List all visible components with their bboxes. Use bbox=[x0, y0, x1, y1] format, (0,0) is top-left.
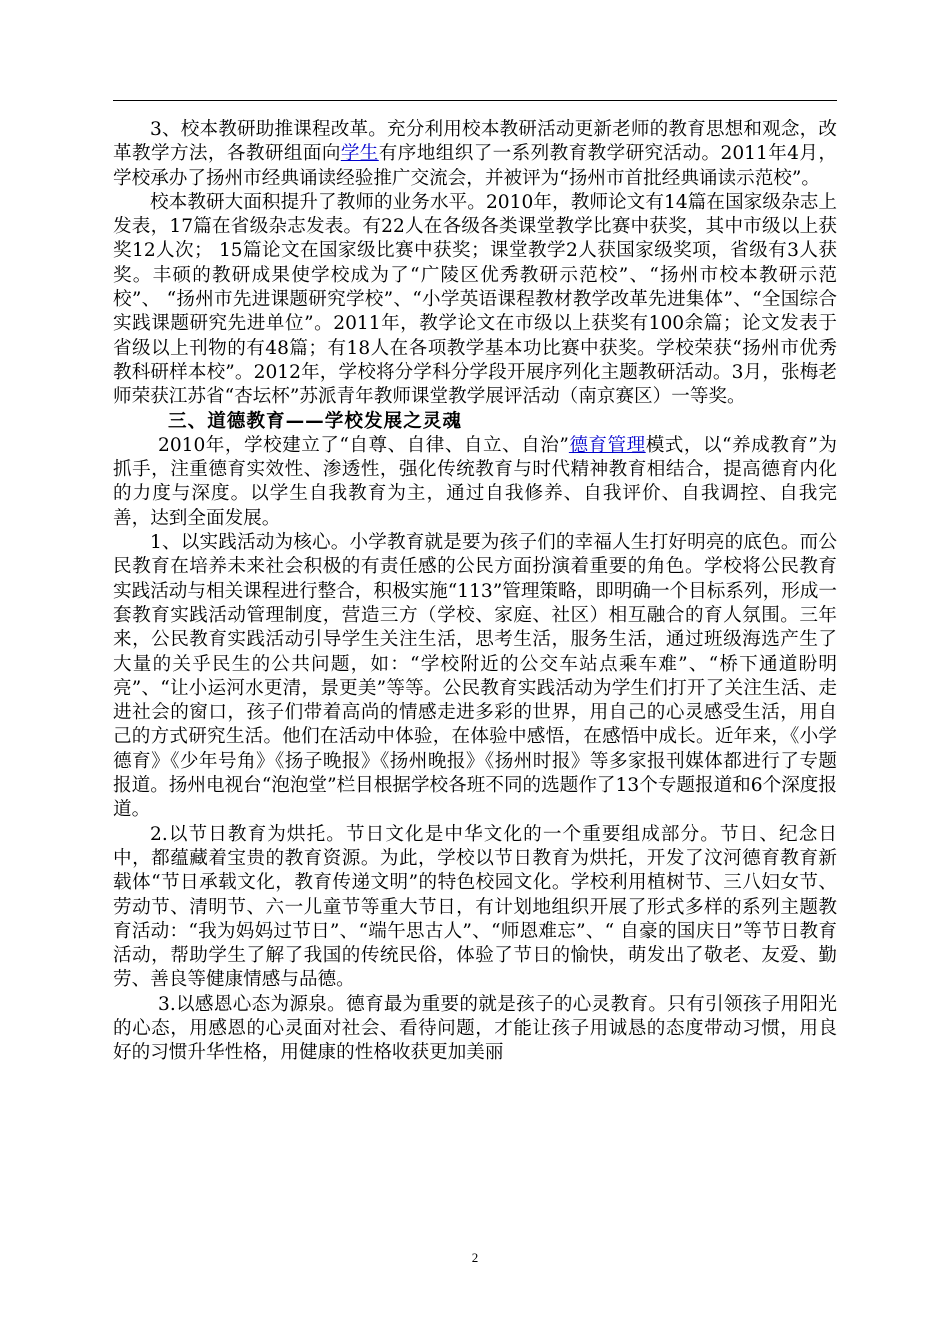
paragraph bbox=[113, 531, 837, 823]
text-run: 3.以感恩心态为源泉。德育最为重要的就是孩子的心灵教育。只有引领孩子用阳光的心态，用感恩的心灵面对社会、看待问题，才能让孩子用诚恳的态度带动习惯，用良好的习惯升华性格，用健康的性格收获更加美丽 bbox=[113, 993, 837, 1064]
paragraph bbox=[113, 993, 837, 1066]
text-run: 3、校本教研助推课程改革。充分利用校本教研活动更新老师的教育思想和观念，改革教学方法，各教研组面向 bbox=[113, 119, 837, 165]
paragraph bbox=[113, 191, 837, 410]
text-run: 2010年，学校建立了“自尊、自律、自立、自治” bbox=[158, 434, 569, 456]
header-rule bbox=[113, 100, 837, 101]
text-run: 有序地组织了一系列教育教学研究活动。2011年4月，学校承办了扬州市经典诵读经验推广交流会，并被评为“扬州市首批经典诵读示范校”。 bbox=[113, 143, 837, 189]
paragraph bbox=[113, 118, 837, 191]
text-run: 校本教研大面积提升了教师的业务水平。2010年，教师论文有14篇在国家级杂志上发表，17篇在省级杂志发表。有22人在各级各类课堂教学比赛中获奖，其中市级以上获奖12人次； 15篇论文在国家级比赛中获奖；课堂教学2人获国家级奖项，省级有3人获奖。丰硕的教研成果使学校成为了“广陵区优秀教研示范校”、“扬州市校本教研示范校”、 “扬州市先进课题研究学校”、“小学英语课程教材教学改革先进集体”、“全国综合实践课题研究先进单位”。2011年，教学论文在市级以上获奖有100余篇；论文发表于省级以上刊物的有48篇；有18人在各项教学基本功比赛中获奖。学校荣获“扬州市优秀教科研样本校”。2012年，学校将分学科分学段开展序列化主题教研活动。3月，张梅老师荣获江苏省“杏坛杯”苏派青年教师课堂教学展评活动（南京赛区）一等奖。 bbox=[113, 191, 837, 408]
paragraph bbox=[113, 434, 837, 531]
hyperlink[interactable]: 学生 bbox=[340, 143, 379, 165]
paragraph bbox=[113, 823, 837, 993]
page-number: 2 bbox=[471, 1250, 479, 1265]
text-run: 1、以实践活动为核心。小学教育就是要为孩子们的幸福人生打好明亮的底色。而公民教育在培养未来社会积极的有责任感的公民方面扮演着重要的角色。学校将公民教育实践活动与相关课程进行整合，积极实施“113”管理策略，即明确一个目标系列，形成一套教育实践活动管理制度，营造三方（学校、家庭、社区）相互融合的育人氛围。三年来，公民教育实践活动引导学生关注生活，思考生活，服务生活，通过班级海选产生了大量的关乎民生的公共问题，如：“学校附近的公交车站点乘车难”、“桥下通道盼明亮”、“让小运河水更清，景更美”等等。公民教育实践活动为学生们打开了关注生活、走进社会的窗口，孩子们带着高尚的情感走进多彩的世界，用自己的心灵感受生活，用自己的方式研究生活。他们在活动中体验，在体验中感悟，在感悟中成长。近年来，《小学德育》《少年号角》《扬子晚报》《扬州晚报》《扬州时报》等多家报刊媒体都进行了专题报道。扬州电视台“泡泡堂”栏目根据学校各班不同的选题作了13个专题报道和6个深度报道。 bbox=[113, 532, 837, 821]
text-run: 三、道德教育——学校发展之灵魂 bbox=[168, 410, 462, 432]
document-body bbox=[113, 118, 837, 1066]
section-heading bbox=[113, 410, 837, 434]
text-run: 2.以节日教育为烘托。节日文化是中华文化的一个重要组成部分。节日、纪念日中，都蕴藏着宝贵的教育资源。为此，学校以节日教育为烘托，开发了汶河德育教育新载体“节日承载文化，教育传递文明”的特色校园文化。学校利用植树节、三八妇女节、劳动节、清明节、六一儿童节等重大节日，有计划地组织开展了形式多样的系列主题教育活动：“我为妈妈过节日”、“端午思古人”、“师恩难忘”、“ 自豪的国庆日”等节日教育活动，帮助学生了解了我国的传统民俗，体验了节日的愉快，萌发出了敬老、友爱、勤劳、善良等健康情感与品德。 bbox=[113, 823, 837, 991]
hyperlink[interactable]: 德育管理 bbox=[568, 434, 646, 456]
text-run: 模式，以“养成教育”为抓手，注重德育实效性、渗透性，强化传统教育与时代精神教育相结合，提高德育内化的力度与深度。以学生自我教育为主，通过自我修养、自我评价、自我调控、自我完善，达到全面发展。 bbox=[113, 434, 837, 529]
